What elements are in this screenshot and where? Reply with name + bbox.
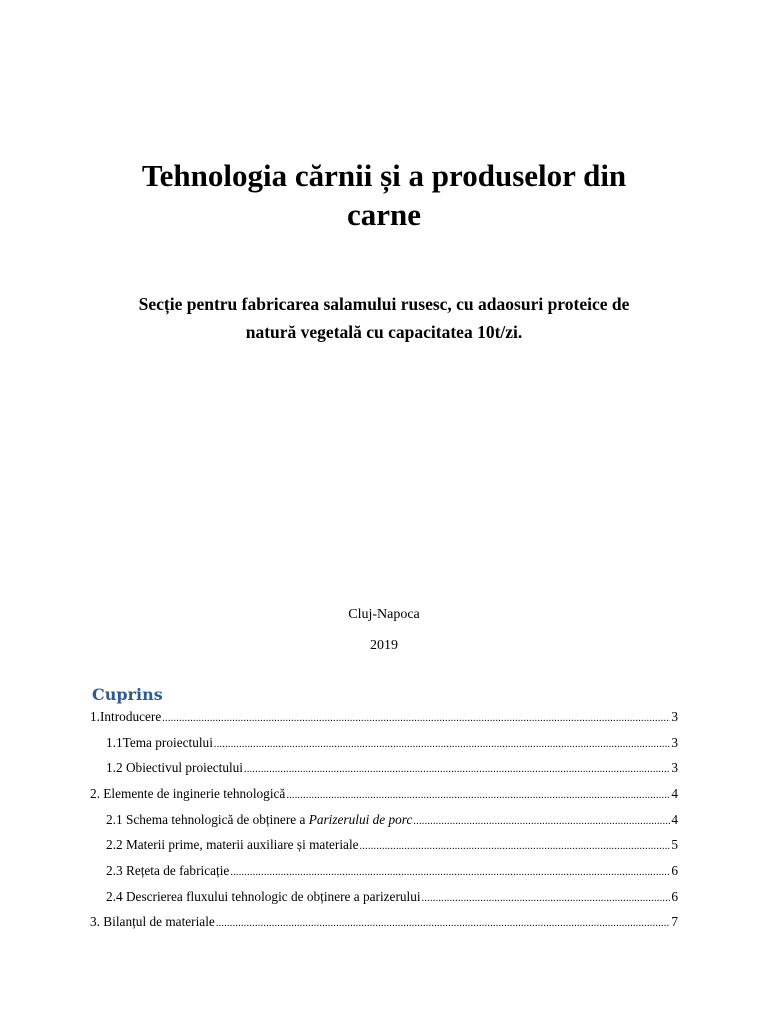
toc-entry-label: 2.4 Descrierea fluxului tehnologic de obținere a parizerului <box>106 889 421 904</box>
toc-dot-leader <box>286 787 670 805</box>
toc-dot-leader <box>360 838 671 856</box>
document-subtitle <box>90 290 678 346</box>
toc-entry-page: 4 <box>671 786 678 801</box>
document-city: Cluj-Napoca <box>348 607 420 622</box>
toc-dot-leader <box>230 864 670 882</box>
toc-entry[interactable] <box>90 913 678 933</box>
toc-entry-label: 2. Elemente de inginerie tehnologică <box>90 786 286 801</box>
toc-entry-page: 5 <box>671 837 678 852</box>
toc-entry-label-italic: Parizerului de porc <box>308 812 413 827</box>
toc-entry-label: 1.1Tema proiectului <box>106 735 213 750</box>
document-subtitle-line-1: Secție pentru fabricarea salamului rusesc, cu adaosuri proteice de <box>138 294 630 314</box>
toc-entry[interactable] <box>106 759 678 779</box>
toc-entry-page: 3 <box>671 709 678 724</box>
toc-dot-leader <box>244 761 670 779</box>
toc-entry-label: 3. Bilanțul de materiale <box>90 914 215 929</box>
document-title-line-1: Tehnologia cărnii și a produselor din <box>141 158 627 193</box>
toc-entry-page: 4 <box>671 812 678 827</box>
toc-dot-leader <box>413 813 670 831</box>
toc-entry-label: 1.Introducere <box>90 709 162 724</box>
toc-entry-page: 6 <box>671 889 678 904</box>
toc-dot-leader <box>216 915 671 933</box>
toc-entry-page: 6 <box>671 863 678 878</box>
toc-entry[interactable] <box>90 708 678 728</box>
toc-dot-leader <box>162 710 670 728</box>
toc-entry-page: 3 <box>671 735 678 750</box>
document-title-line-2: carne <box>346 197 422 232</box>
document-subtitle-line-2: natură vegetală cu capacitatea 10t/zi. <box>245 322 523 342</box>
toc-entry[interactable] <box>106 811 678 831</box>
toc-entry-label-prefix: 2.1 Schema tehnologică de obținere a <box>106 812 309 827</box>
toc-entry-page: 3 <box>671 760 678 775</box>
toc-dot-leader <box>422 890 671 908</box>
toc-entry-page: 7 <box>671 914 678 929</box>
toc-entry[interactable] <box>106 862 678 882</box>
toc-entry[interactable] <box>106 888 678 908</box>
toc-entry[interactable] <box>90 785 678 805</box>
document-year: 2019 <box>370 638 398 653</box>
toc-entry[interactable] <box>106 734 678 754</box>
toc-dot-leader <box>214 736 670 754</box>
toc-heading: Cuprins <box>92 685 163 704</box>
toc-entry-label <box>106 811 412 829</box>
toc-entry-label: 2.2 Materii prime, materii auxiliare și materiale <box>106 837 359 852</box>
toc-entry-label: 2.3 Rețeta de fabricație <box>106 863 230 878</box>
toc-entry[interactable] <box>106 836 678 856</box>
toc-entry-label: 1.2 Obiectivul proiectului <box>106 760 244 775</box>
document-title <box>90 156 678 234</box>
